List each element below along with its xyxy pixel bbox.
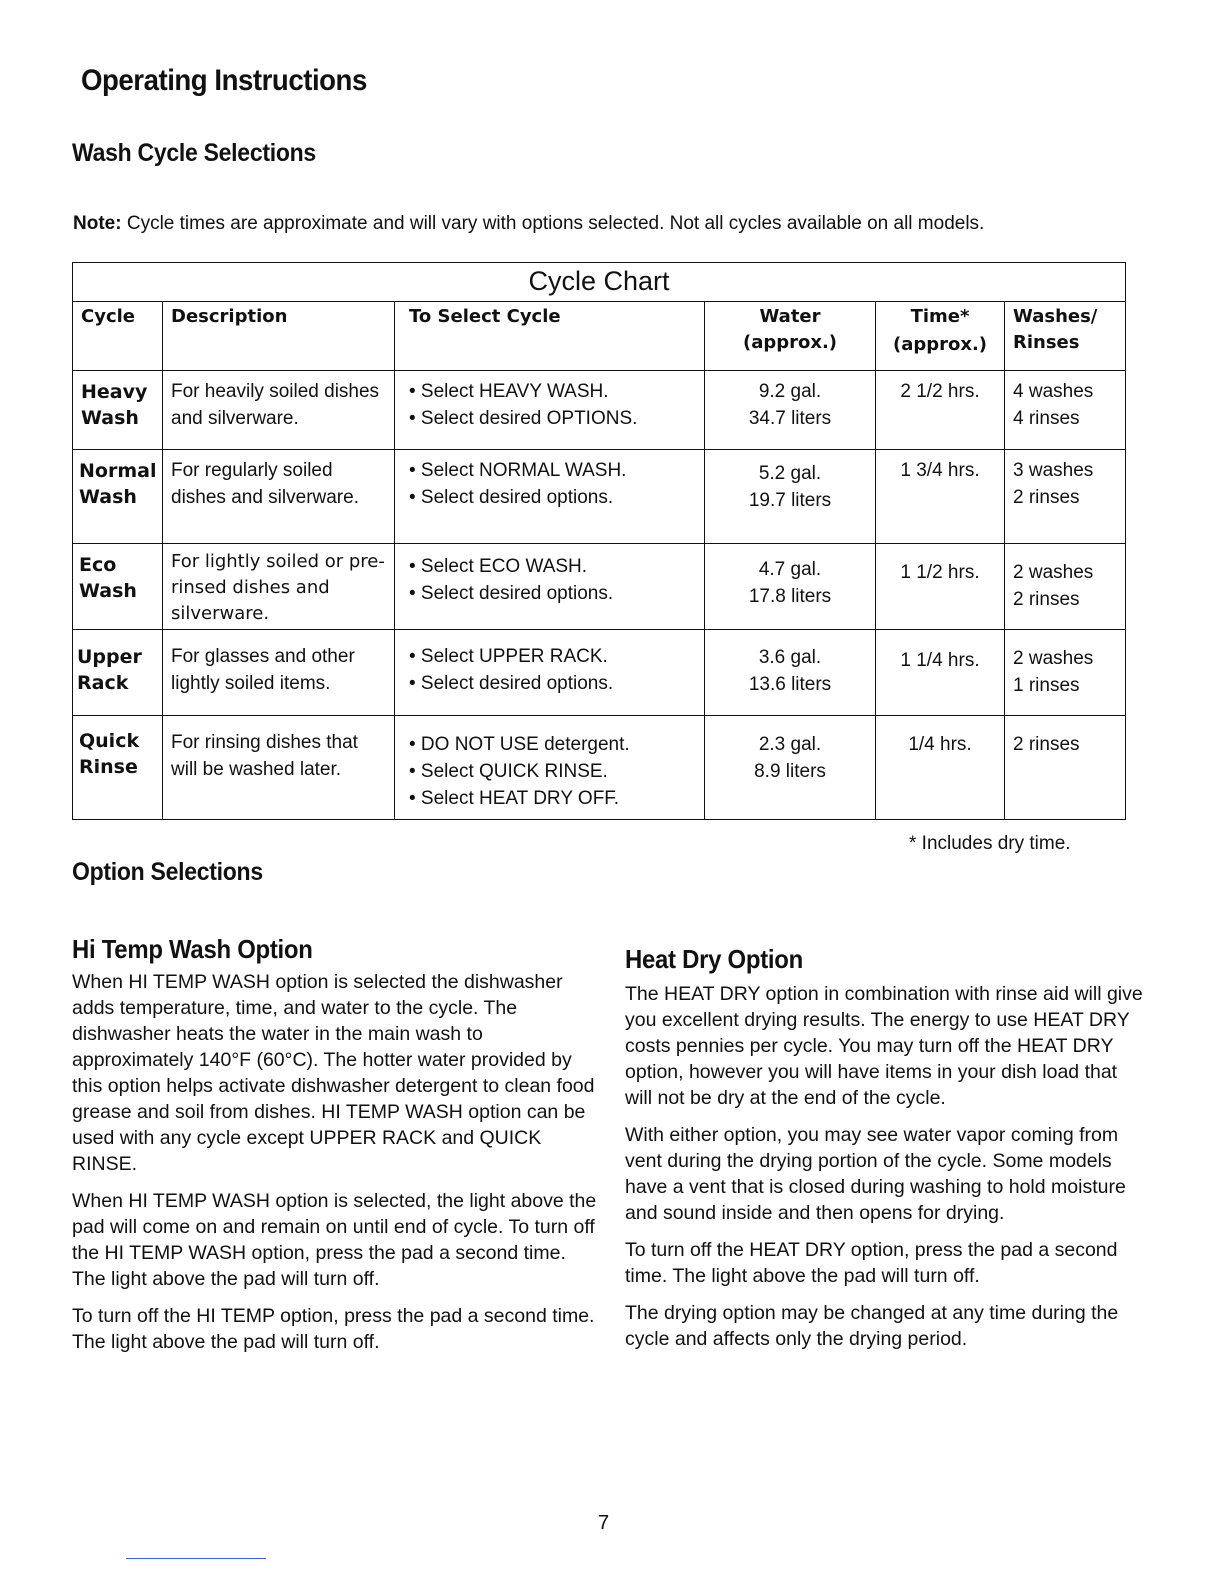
cycle-name-line1: Normal: [79, 460, 157, 482]
rinses-count: 2 rinses: [1013, 487, 1080, 508]
select-step: • Select HEAVY WASH.: [409, 381, 609, 402]
cycle-name: [73, 544, 163, 630]
cycle-water: [705, 716, 876, 820]
water-liters: 17.8 liters: [748, 586, 832, 607]
cycle-name-line1: Eco: [79, 554, 117, 576]
select-step: • Select desired options.: [409, 487, 614, 508]
water-gallons: 2.3 gal.: [758, 734, 822, 755]
header-washes-line2: Rinses: [1013, 332, 1080, 353]
select-step: • Select desired options.: [409, 583, 614, 604]
select-step: • Select desired OPTIONS.: [409, 408, 638, 429]
table-row: [73, 450, 1126, 544]
cycle-description: For regularly soiled dishes and silverware.: [163, 450, 395, 544]
cycle-description: For rinsing dishes that will be washed later.: [163, 716, 395, 820]
washes-count: 3 washes: [1013, 460, 1094, 481]
washes-count: 2 washes: [1013, 648, 1094, 669]
cycle-name-line2: Wash: [79, 580, 137, 602]
cycle-select-steps: [395, 371, 705, 450]
section-title-wash-cycle: Wash Cycle Selections: [72, 139, 316, 167]
page-title: Operating Instructions: [81, 64, 367, 97]
cycle-name-line2: Wash: [79, 486, 137, 508]
header-time: [876, 302, 1005, 371]
washes-count: 2 rinses: [1013, 734, 1080, 755]
cycle-select-steps: [395, 716, 705, 820]
table-header-row: [73, 302, 1126, 371]
select-step: • Select UPPER RACK.: [409, 646, 608, 667]
cycle-washes: [1005, 716, 1126, 820]
cycle-name-line2: Rack: [77, 672, 129, 694]
header-washes-line1: Washes/: [1013, 306, 1098, 327]
hi-temp-title: Hi Temp Wash Option: [72, 934, 313, 964]
header-time-line2: (approx.): [892, 334, 988, 355]
divider: [126, 1558, 266, 1559]
hi-temp-paragraph: When HI TEMP WASH option is selected the dishwasher adds temperature, time, and water to the cycle. The dishwasher heats the water in the main wash to approximately 140°F (60°C). The hotter water provided by this option helps activate dishwasher detergent to clean food grease and soil from dishes. HI TEMP WASH option can be used with any cycle except UPPER RACK and QUICK RINSE.: [72, 971, 595, 1175]
cycle-washes: [1005, 544, 1126, 630]
header-to-select: To Select Cycle: [395, 302, 705, 371]
cycle-chart-table: [72, 262, 1126, 820]
select-step: • Select QUICK RINSE.: [409, 761, 608, 782]
select-step: • DO NOT USE detergent.: [409, 734, 630, 755]
table-row: [73, 371, 1126, 450]
heat-dry-paragraph: The drying option may be changed at any time during the cycle and affects only the drying period.: [625, 1302, 1119, 1350]
header-cycle: Cycle: [73, 302, 163, 371]
cycle-select-steps: [395, 544, 705, 630]
water-gallons: 3.6 gal.: [758, 647, 822, 668]
hi-temp-section: [72, 934, 598, 1366]
note: [73, 213, 984, 235]
note-text: Cycle times are approximate and will vary with options selected. Not all cycles available on all models.: [121, 213, 985, 234]
table-row: [73, 544, 1126, 630]
heat-dry-paragraph: The HEAT DRY option in combination with rinse aid will give you excellent drying results. The energy to use HEAT DRY costs pennies per cycle. You may turn off the HEAT DRY option, however you will have items in your dish load that will not be dry at the end of the cycle.: [625, 983, 1143, 1109]
note-label: Note:: [73, 213, 122, 234]
cycle-time: 2 1/2 hrs.: [876, 371, 1005, 450]
cycle-water: [705, 630, 876, 716]
cycle-description: For glasses and other lightly soiled items.: [163, 630, 395, 716]
select-step: • Select desired options.: [409, 673, 614, 694]
cycle-name-line2: Rinse: [79, 756, 138, 778]
cycle-name-line1: Quick: [79, 730, 140, 752]
rinses-count: 4 rinses: [1013, 408, 1080, 429]
cycle-name: [73, 371, 163, 450]
cycle-name: [73, 716, 163, 820]
header-description: Description: [163, 302, 395, 371]
cycle-time: 1/4 hrs.: [876, 716, 1005, 820]
cycle-water: [705, 544, 876, 630]
cycle-name: [73, 450, 163, 544]
cycle-water: [705, 450, 876, 544]
cycle-description: For lightly soiled or pre-rinsed dishes and silverware.: [163, 544, 395, 630]
water-gallons: 4.7 gal.: [758, 559, 822, 580]
water-gallons: 9.2 gal.: [758, 381, 822, 402]
water-liters: 8.9 liters: [754, 761, 826, 782]
cycle-washes: [1005, 630, 1126, 716]
section-title-options: Option Selections: [72, 858, 263, 886]
cycle-chart-title: Cycle Chart: [73, 263, 1126, 302]
water-liters: 34.7 liters: [748, 408, 832, 429]
cycle-name-line1: Heavy: [81, 381, 148, 403]
header-washes: [1005, 302, 1126, 371]
hi-temp-paragraph: To turn off the HI TEMP option, press the pad a second time. The light above the pad will turn off.: [72, 1305, 595, 1353]
cycle-description: For heavily soiled dishes and silverware.: [163, 371, 395, 450]
heat-dry-section: [625, 944, 1143, 1363]
cycle-name-line1: Upper: [77, 646, 142, 668]
rinses-count: 1 rinses: [1013, 675, 1080, 696]
cycle-time: 1 3/4 hrs.: [876, 450, 1005, 544]
cycle-select-steps: [395, 630, 705, 716]
water-liters: 13.6 liters: [748, 674, 832, 695]
washes-count: 2 washes: [1013, 562, 1094, 583]
table-row: [73, 716, 1126, 820]
washes-count: 4 washes: [1013, 381, 1094, 402]
select-step: • Select NORMAL WASH.: [409, 460, 627, 481]
hi-temp-paragraph: When HI TEMP WASH option is selected, the light above the pad will come on and remain on until end of cycle. To turn off the HI TEMP WASH option, press the pad a second time. The light above the pad will turn off.: [72, 1190, 597, 1290]
header-water: [705, 302, 876, 371]
heat-dry-paragraph: With either option, you may see water vapor coming from vent during the drying portion of the cycle. Some models have a vent that is closed during washing to hold moisture and sound inside and then opens for drying.: [625, 1124, 1126, 1224]
header-water-line2: (approx.): [742, 332, 838, 353]
header-water-line1: Water: [759, 306, 821, 327]
heat-dry-title: Heat Dry Option: [625, 944, 803, 974]
cycle-time: 1 1/2 hrs.: [876, 544, 1005, 630]
header-time-line1: Time*: [910, 306, 970, 327]
table-row: [73, 630, 1126, 716]
select-step: • Select ECO WASH.: [409, 556, 588, 577]
chart-footnote: * Includes dry time.: [909, 833, 1071, 854]
cycle-washes: [1005, 450, 1126, 544]
cycle-water: [705, 371, 876, 450]
cycle-select-steps: [395, 450, 705, 544]
heat-dry-paragraph: To turn off the HEAT DRY option, press the pad a second time. The light above the pad will turn off.: [625, 1239, 1118, 1287]
cycle-time: 1 1/4 hrs.: [876, 630, 1005, 716]
water-gallons: 5.2 gal.: [758, 463, 822, 484]
select-step: • Select HEAT DRY OFF.: [409, 788, 620, 809]
cycle-washes: [1005, 371, 1126, 450]
cycle-name-line2: Wash: [81, 407, 139, 429]
rinses-count: 2 rinses: [1013, 589, 1080, 610]
page-number: 7: [598, 1512, 610, 1534]
water-liters: 19.7 liters: [748, 490, 832, 511]
cycle-name: [73, 630, 163, 716]
